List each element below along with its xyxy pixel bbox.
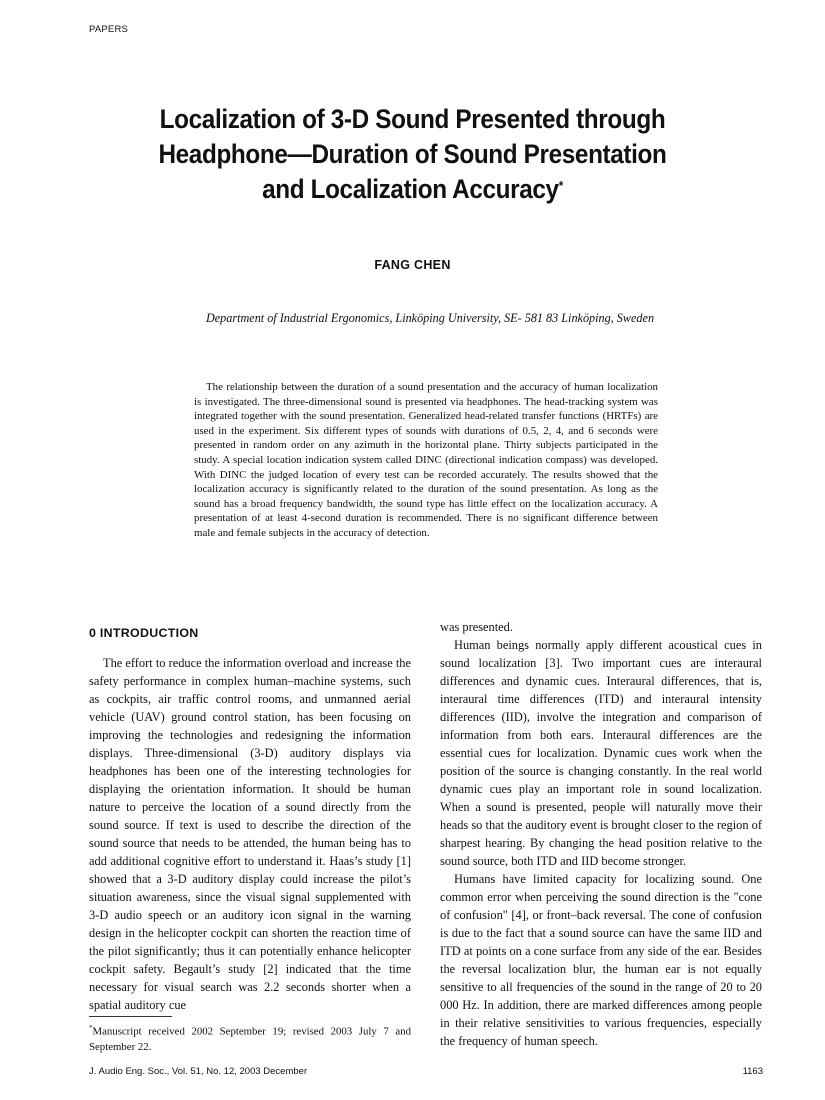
abstract-text: The relationship between the duration of a sound presentation and the accuracy of human localization is investigated. The three-dimensional sound is presented via headphones. The head-tracking system was integrated together with the sound presentation. Generalized head-related transfer functions (HRTFs) are used in the experiment. Six different types of sounds with durations of 0.5, 2, 4, and 6 seconds were presented in random order on any azimuth in the horizontal plane. Thirty subjects participated in the study. A special location indication system called DINC (directional indication compass) was developed. With DINC the judged location of every test can be recorded accurately. The results showed that the localization accuracy is significantly related to the duration of the sound presentation. As long as the sound has a broad frequency bandwidth, the sound type has little effect on the localization accuracy. A presentation of at least 4-second duration is recommended. There is no significant difference between male and female subjects in the accuracy of detection. [194, 381, 658, 539]
title-line-1: Localization of 3-D Sound Presented through [159, 104, 666, 134]
author-affiliation: Department of Industrial Ergonomics, Linköping University, SE- 581 83 Linköping, Sweden [205, 311, 655, 325]
intro-paragraph-1-continuation: was presented. [440, 620, 513, 634]
journal-citation: J. Audio Eng. Soc., Vol. 51, No. 12, 2003 December [89, 1066, 308, 1077]
footnote-text: Manuscript received 2002 September 19; revised 2003 July 7 and September 22. [89, 1025, 411, 1053]
abstract [194, 380, 658, 541]
title-footnote-mark: * [558, 178, 563, 193]
author-name: FANG CHEN [374, 258, 451, 272]
title-line-2: Headphone—Duration of Sound Presentation [158, 139, 667, 169]
intro-paragraph-1: The effort to reduce the information overload and increase the safety performance in complex human–machine systems, such as cockpits, air traffic control rooms, and unmanned aerial vehicle (UAV) ground control station, has been focusing on improving the technologies and redesigning the information displays. Three-dimensional (3-D) auditory displays via headphones has been one of the interesting technologies for displaying the orientation information. It should be human nature to perceive the location of a sound directly from the sound source. If text is used to describe the direction of the sound source that needs to be attended, the human being has to add additional cognitive effort to understand it. Haas’s study [1] showed that a 3-D auditory display could increase the pilot’s situation awareness, since the visual signal supplemented with 3-D audio speech or an auditory icon signal in the warning design in the helicopter cockpit can shorten the reaction time of the pilot significantly; thus it can potentially enhance helicopter cockpit safety. Begault’s study [2] indicated that the time necessary for visual search was 2.2 seconds shorter when a spatial auditory cue [89, 656, 411, 1012]
title-line-3-text: and Localization Accuracy [262, 174, 559, 204]
footnote-divider [89, 1016, 172, 1017]
running-header: PAPERS [89, 24, 129, 35]
left-column [89, 654, 411, 1014]
footnote-mark: * [89, 1024, 93, 1032]
intro-paragraph-3: Humans have limited capacity for localizing sound. One common error when perceiving the sound direction is the "cone of confusion" [4], or front–back reversal. The cone of confusion is due to the fact that a sound source can have the same IID and ITD at points on a cone surface from any side of the ear. Besides the reversal localization blur, the human ear is not equally sensitive to all frequencies of the sound in the range of 20 to 20 000 Hz. In addition, there are marked differences among people in their relative sensitivities to various frequencies, especially the frequency of human speech. [440, 872, 762, 1048]
paper-title [131, 102, 694, 207]
intro-paragraph-2: Human beings normally apply different acoustical cues in sound localization [3]. Two important cues are interaural differences and dynamic cues. Interaural differences, that is, interaural time differences (ITD) and interaural intensity differences (IID), involve the integration and comparison of information from both ears. Interaural differences are the essential cues for localization. Dynamic cues work when the position of the source is changing constantly. In the real world dynamic cues play an important role in sound localization. When a sound is presented, people will naturally move their heads so that the auditory event is brought closer to the region of sharpest hearing. By changing the head position relative to the sound source, both ITD and IID become stronger. [440, 638, 762, 868]
footnote [89, 1021, 411, 1055]
right-column [440, 618, 762, 1050]
section-heading-introduction: 0 INTRODUCTION [89, 626, 199, 640]
title-line-3 [131, 172, 694, 207]
page-number: 1163 [742, 1066, 763, 1077]
